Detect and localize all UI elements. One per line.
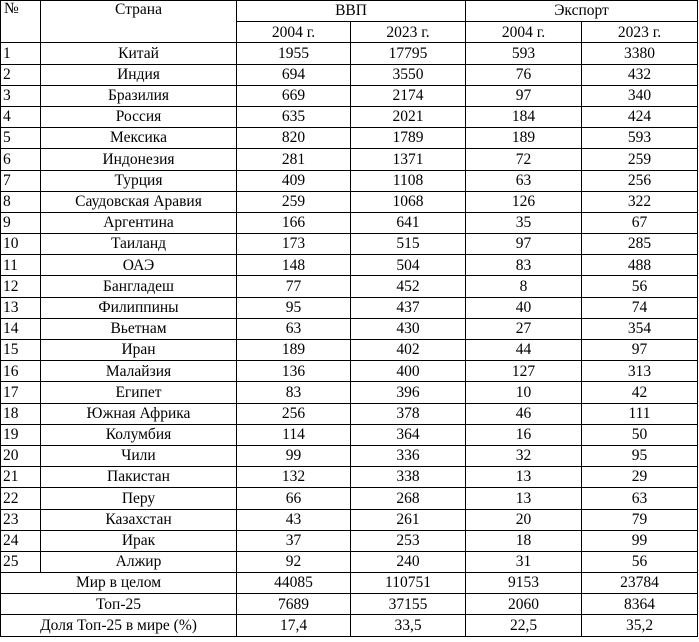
summary-label: Мир в целом	[1, 573, 237, 594]
row-number: 15	[1, 340, 41, 361]
gdp-2004-value: 77	[237, 276, 351, 297]
row-number: 13	[1, 297, 41, 318]
table-row	[1, 382, 698, 403]
gdp-2004-value: 114	[237, 424, 351, 445]
row-number: 20	[1, 445, 41, 466]
export-2004-value: 126	[466, 191, 582, 212]
country-name: Алжир	[41, 551, 237, 572]
row-number: 6	[1, 149, 41, 170]
gdp-2004-value: 669	[237, 85, 351, 106]
export-2004-value: 97	[466, 85, 582, 106]
export-2023-value: 79	[582, 509, 698, 530]
country-name: Южная Африка	[41, 403, 237, 424]
row-number: 4	[1, 106, 41, 127]
export-2023-value: 285	[582, 234, 698, 255]
country-name: Аргентина	[41, 212, 237, 233]
export-2023-value: 42	[582, 382, 698, 403]
export-2023-value: 56	[582, 276, 698, 297]
country-name: Россия	[41, 106, 237, 127]
export-2004-value: 22,5	[466, 615, 582, 636]
export-2023-value: 488	[582, 255, 698, 276]
export-2004-value: 44	[466, 340, 582, 361]
summary-row-world	[1, 573, 698, 594]
gdp-2023-value: 504	[351, 255, 466, 276]
row-number: 7	[1, 170, 41, 191]
country-name: Иран	[41, 340, 237, 361]
table-row	[1, 234, 698, 255]
export-2004-value: 16	[466, 424, 582, 445]
gdp-2023-value: 110751	[351, 573, 466, 594]
gdp-2023-value: 378	[351, 403, 466, 424]
header-export-2023: 2023 г.	[582, 22, 698, 43]
table-row	[1, 424, 698, 445]
gdp-2004-value: 635	[237, 106, 351, 127]
gdp-2023-value: 336	[351, 445, 466, 466]
export-2023-value: 340	[582, 85, 698, 106]
export-2023-value: 95	[582, 445, 698, 466]
table-row	[1, 445, 698, 466]
country-name: Египет	[41, 382, 237, 403]
table-row	[1, 255, 698, 276]
gdp-2004-value: 173	[237, 234, 351, 255]
gdp-2004-value: 259	[237, 191, 351, 212]
gdp-2004-value: 17,4	[237, 615, 351, 636]
export-2023-value: 99	[582, 530, 698, 551]
export-2023-value: 256	[582, 170, 698, 191]
export-2004-value: 63	[466, 170, 582, 191]
row-number: 22	[1, 488, 41, 509]
country-name: Колумбия	[41, 424, 237, 445]
gdp-2023-value: 364	[351, 424, 466, 445]
gdp-2004-value: 37	[237, 530, 351, 551]
export-2004-value: 189	[466, 128, 582, 149]
export-2023-value: 322	[582, 191, 698, 212]
header-gdp-2023: 2023 г.	[351, 22, 466, 43]
gdp-2004-value: 694	[237, 64, 351, 85]
gdp-2023-value: 33,5	[351, 615, 466, 636]
country-name: Казахстан	[41, 509, 237, 530]
export-2004-value: 97	[466, 234, 582, 255]
row-number: 11	[1, 255, 41, 276]
header-row-1	[1, 1, 698, 22]
gdp-2023-value: 261	[351, 509, 466, 530]
country-name: Индия	[41, 64, 237, 85]
export-2023-value: 313	[582, 361, 698, 382]
gdp-2023-value: 437	[351, 297, 466, 318]
export-2023-value: 354	[582, 318, 698, 339]
gdp-2004-value: 256	[237, 403, 351, 424]
export-2004-value: 31	[466, 551, 582, 572]
gdp-2004-value: 189	[237, 340, 351, 361]
gdp-2023-value: 1068	[351, 191, 466, 212]
table-row	[1, 191, 698, 212]
table-row	[1, 361, 698, 382]
gdp-2023-value: 396	[351, 382, 466, 403]
export-2004-value: 35	[466, 212, 582, 233]
gdp-2023-value: 400	[351, 361, 466, 382]
export-2023-value: 56	[582, 551, 698, 572]
header-export-2004: 2004 г.	[466, 22, 582, 43]
export-2004-value: 13	[466, 467, 582, 488]
gdp-2004-value: 66	[237, 488, 351, 509]
gdp-2004-value: 1955	[237, 43, 351, 64]
country-name: Бразилия	[41, 85, 237, 106]
gdp-2004-value: 99	[237, 445, 351, 466]
export-2023-value: 424	[582, 106, 698, 127]
gdp-2023-value: 515	[351, 234, 466, 255]
table-row	[1, 43, 698, 64]
gdp-2004-value: 409	[237, 170, 351, 191]
export-2023-value: 97	[582, 340, 698, 361]
gdp-2023-value: 37155	[351, 594, 466, 615]
country-name: Ирак	[41, 530, 237, 551]
export-2023-value: 63	[582, 488, 698, 509]
country-name: Саудовская Аравия	[41, 191, 237, 212]
row-number: 8	[1, 191, 41, 212]
table-row	[1, 551, 698, 572]
row-number: 19	[1, 424, 41, 445]
country-name: Турция	[41, 170, 237, 191]
export-2004-value: 76	[466, 64, 582, 85]
row-number: 23	[1, 509, 41, 530]
row-number: 1	[1, 43, 41, 64]
country-name: Филиппины	[41, 297, 237, 318]
country-name: Таиланд	[41, 234, 237, 255]
header-num: №	[1, 1, 41, 43]
gdp-2004-value: 83	[237, 382, 351, 403]
table-summary	[1, 573, 698, 637]
export-2023-value: 593	[582, 128, 698, 149]
gdp-2023-value: 3550	[351, 64, 466, 85]
gdp-2004-value: 132	[237, 467, 351, 488]
gdp-2023-value: 240	[351, 551, 466, 572]
country-name: Вьетнам	[41, 318, 237, 339]
gdp-2004-value: 95	[237, 297, 351, 318]
country-name: Индонезия	[41, 149, 237, 170]
export-2004-value: 40	[466, 297, 582, 318]
export-2004-value: 18	[466, 530, 582, 551]
export-2023-value: 432	[582, 64, 698, 85]
export-2023-value: 67	[582, 212, 698, 233]
country-name: Китай	[41, 43, 237, 64]
gdp-2004-value: 92	[237, 551, 351, 572]
table-row	[1, 318, 698, 339]
gdp-2004-value: 281	[237, 149, 351, 170]
export-2004-value: 83	[466, 255, 582, 276]
row-number: 18	[1, 403, 41, 424]
export-2004-value: 8	[466, 276, 582, 297]
table-row	[1, 85, 698, 106]
row-number: 10	[1, 234, 41, 255]
gdp-2004-value: 136	[237, 361, 351, 382]
row-number: 9	[1, 212, 41, 233]
export-2023-value: 74	[582, 297, 698, 318]
table-row	[1, 509, 698, 530]
export-2004-value: 20	[466, 509, 582, 530]
gdp-2023-value: 2021	[351, 106, 466, 127]
export-2023-value: 8364	[582, 594, 698, 615]
row-number: 24	[1, 530, 41, 551]
gdp-2004-value: 7689	[237, 594, 351, 615]
gdp-2023-value: 641	[351, 212, 466, 233]
summary-row-share	[1, 615, 698, 636]
gdp-2004-value: 148	[237, 255, 351, 276]
gdp-2023-value: 253	[351, 530, 466, 551]
gdp-2023-value: 452	[351, 276, 466, 297]
summary-label: Доля Топ-25 в мире (%)	[1, 615, 237, 636]
gdp-2023-value: 268	[351, 488, 466, 509]
country-name: Пакистан	[41, 467, 237, 488]
table-row	[1, 128, 698, 149]
export-2004-value: 593	[466, 43, 582, 64]
gdp-2023-value: 1371	[351, 149, 466, 170]
export-2004-value: 13	[466, 488, 582, 509]
row-number: 16	[1, 361, 41, 382]
export-2004-value: 127	[466, 361, 582, 382]
summary-row-top25	[1, 594, 698, 615]
table-row	[1, 340, 698, 361]
country-name: Малайзия	[41, 361, 237, 382]
table-row	[1, 467, 698, 488]
row-number: 3	[1, 85, 41, 106]
gdp-2023-value: 1108	[351, 170, 466, 191]
summary-label: Топ-25	[1, 594, 237, 615]
export-2004-value: 27	[466, 318, 582, 339]
row-number: 17	[1, 382, 41, 403]
gdp-2023-value: 338	[351, 467, 466, 488]
export-2023-value: 29	[582, 467, 698, 488]
export-2004-value: 10	[466, 382, 582, 403]
gdp-2023-value: 2174	[351, 85, 466, 106]
export-2023-value: 23784	[582, 573, 698, 594]
row-number: 21	[1, 467, 41, 488]
gdp-2023-value: 430	[351, 318, 466, 339]
table-row	[1, 170, 698, 191]
gdp-2023-value: 17795	[351, 43, 466, 64]
export-2023-value: 111	[582, 403, 698, 424]
country-name: Чили	[41, 445, 237, 466]
row-number: 12	[1, 276, 41, 297]
country-name: Бангладеш	[41, 276, 237, 297]
gdp-2004-value: 44085	[237, 573, 351, 594]
export-2004-value: 184	[466, 106, 582, 127]
country-name: ОАЭ	[41, 255, 237, 276]
gdp-2023-value: 402	[351, 340, 466, 361]
export-2023-value: 259	[582, 149, 698, 170]
table-row	[1, 297, 698, 318]
country-name: Мексика	[41, 128, 237, 149]
table-row	[1, 64, 698, 85]
row-number: 5	[1, 128, 41, 149]
row-number: 2	[1, 64, 41, 85]
gdp-2004-value: 166	[237, 212, 351, 233]
header-gdp-2004: 2004 г.	[237, 22, 351, 43]
header-gdp: ВВП	[237, 1, 466, 22]
export-2004-value: 32	[466, 445, 582, 466]
gdp-2004-value: 43	[237, 509, 351, 530]
export-2004-value: 72	[466, 149, 582, 170]
gdp-2023-value: 1789	[351, 128, 466, 149]
gdp-2004-value: 63	[237, 318, 351, 339]
export-2004-value: 46	[466, 403, 582, 424]
export-2023-value: 50	[582, 424, 698, 445]
export-2023-value: 3380	[582, 43, 698, 64]
table-row	[1, 403, 698, 424]
row-number: 14	[1, 318, 41, 339]
export-2023-value: 35,2	[582, 615, 698, 636]
gdp-2004-value: 820	[237, 128, 351, 149]
table-row	[1, 276, 698, 297]
export-2004-value: 2060	[466, 594, 582, 615]
export-2004-value: 9153	[466, 573, 582, 594]
table-body	[1, 43, 698, 573]
country-name: Перу	[41, 488, 237, 509]
table-row	[1, 488, 698, 509]
header-export: Экспорт	[466, 1, 698, 22]
row-number: 25	[1, 551, 41, 572]
table-row	[1, 530, 698, 551]
table-row	[1, 149, 698, 170]
table-row	[1, 212, 698, 233]
header-country: Страна	[41, 1, 237, 43]
table-row	[1, 106, 698, 127]
